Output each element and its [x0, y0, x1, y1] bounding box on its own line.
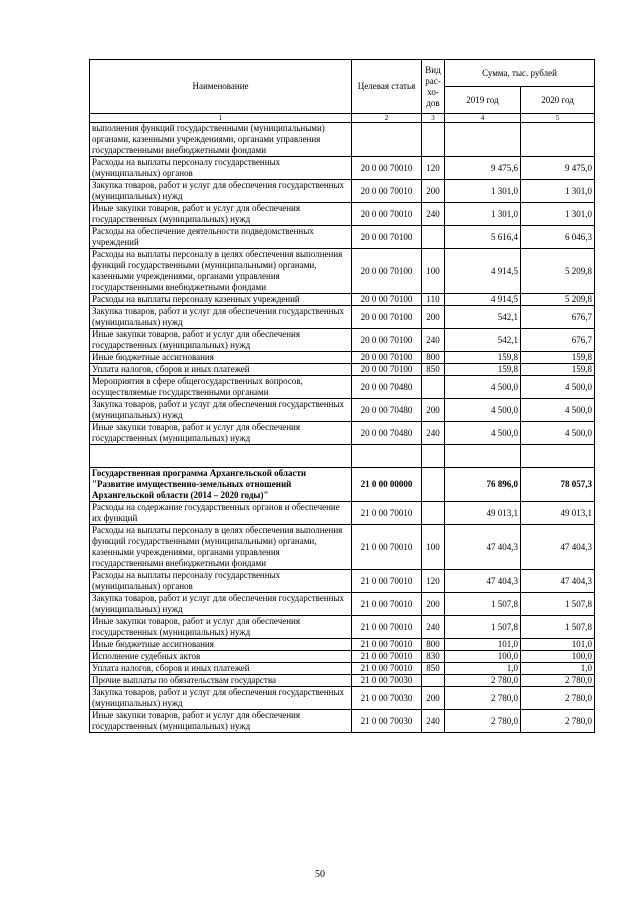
row-value-2020: 676,7: [521, 306, 595, 329]
row-value-2019: 4 500,0: [445, 399, 521, 422]
table-row: [90, 399, 595, 422]
row-name: Уплата налогов, сборов и иных платежей: [90, 663, 352, 675]
row-target-article: [352, 123, 422, 157]
column-number: 3: [422, 114, 445, 123]
empty-cell: [422, 445, 445, 468]
row-target-article: 20 0 00 70100: [352, 329, 422, 352]
row-value-2020: 1 507,8: [521, 616, 595, 639]
page-number: 50: [315, 869, 325, 880]
row-target-article: 21 0 00 70010: [352, 651, 422, 663]
header-year-2019: 2019 год: [445, 87, 521, 114]
empty-cell: [90, 445, 352, 468]
row-name: Закупка товаров, работ и услуг для обеспечения государственных (муниципальных) нужд: [90, 306, 352, 329]
row-name: Расходы на содержание государственных органов и обеспечение их функций: [90, 502, 352, 525]
row-value-2019: 47 404,3: [445, 570, 521, 593]
row-target-article: 20 0 00 70480: [352, 399, 422, 422]
row-target-article: 20 0 00 70100: [352, 294, 422, 306]
row-expense-type: 120: [422, 570, 445, 593]
row-name: Исполнение судебных актов: [90, 651, 352, 663]
row-value-2020: 47 404,3: [521, 570, 595, 593]
row-target-article: 21 0 00 70030: [352, 687, 422, 710]
row-name: Прочие выплаты по обязательствам государства: [90, 675, 352, 687]
column-number: 2: [352, 114, 422, 123]
column-number: 1: [90, 114, 352, 123]
table-row: [90, 502, 595, 525]
table-row: [90, 364, 595, 376]
header-year-2020: 2020 год: [521, 87, 595, 114]
row-value-2019: 159,8: [445, 364, 521, 376]
row-name: Расходы на выплаты персоналу в целях обеспечения выполнения функций государственными (муниципальными) органами, казенными учреждениями, органами управления государственными внебюджетными фондами: [90, 525, 352, 570]
row-expense-type: 100: [422, 249, 445, 294]
row-value-2020: 159,8: [521, 352, 595, 364]
row-value-2019: 1,0: [445, 663, 521, 675]
table-row: [90, 616, 595, 639]
row-name: Иные закупки товаров, работ и услуг для обеспечения государственных (муниципальных) нужд: [90, 422, 352, 445]
row-name: Закупка товаров, работ и услуг для обеспечения государственных (муниципальных) нужд: [90, 593, 352, 616]
row-name: Закупка товаров, работ и услуг для обеспечения государственных (муниципальных) нужд: [90, 399, 352, 422]
row-target-article: 21 0 00 70030: [352, 675, 422, 687]
row-name: Расходы на выплаты персоналу в целях обеспечения выполнения функций государственными (муниципальными) органами, казенными учреждениями, органами управления государственными внебюджетными фондами: [90, 249, 352, 294]
row-expense-type: 200: [422, 180, 445, 203]
row-target-article: 21 0 00 70010: [352, 525, 422, 570]
table-row: [90, 157, 595, 180]
row-expense-type: 240: [422, 422, 445, 445]
row-value-2019: 1 507,8: [445, 593, 521, 616]
row-expense-type: 240: [422, 203, 445, 226]
row-target-article: 21 0 00 70010: [352, 593, 422, 616]
row-expense-type: 200: [422, 687, 445, 710]
budget-table: [89, 59, 595, 733]
column-number-row: [90, 114, 595, 123]
row-target-article: 20 0 00 70010: [352, 157, 422, 180]
header-target-article: Целевая статья: [352, 60, 422, 114]
row-target-article: 20 0 00 70100: [352, 364, 422, 376]
table-row: [90, 203, 595, 226]
row-value-2020: 1 301,0: [521, 203, 595, 226]
row-target-article: 21 0 00 00000: [352, 468, 422, 502]
row-expense-type: 830: [422, 651, 445, 663]
row-target-article: 20 0 00 70480: [352, 376, 422, 399]
row-target-article: 20 0 00 70010: [352, 180, 422, 203]
row-value-2019: 4 500,0: [445, 422, 521, 445]
row-value-2019: 542,1: [445, 329, 521, 352]
row-value-2020: 49 013,1: [521, 502, 595, 525]
row-expense-type: [422, 502, 445, 525]
row-value-2019: 2 780,0: [445, 710, 521, 733]
table-row: [90, 422, 595, 445]
row-value-2019: 100,0: [445, 651, 521, 663]
row-value-2020: 47 404,3: [521, 525, 595, 570]
row-expense-type: [422, 376, 445, 399]
row-expense-type: 110: [422, 294, 445, 306]
table-row: [90, 249, 595, 294]
row-value-2020: 101,0: [521, 639, 595, 651]
row-name: Иные закупки товаров, работ и услуг для обеспечения государственных (муниципальных) нужд: [90, 710, 352, 733]
row-expense-type: [422, 675, 445, 687]
row-expense-type: 240: [422, 616, 445, 639]
table-row: [90, 639, 595, 651]
table-row: [90, 687, 595, 710]
row-value-2020: 5 209,8: [521, 294, 595, 306]
row-value-2019: 101,0: [445, 639, 521, 651]
row-value-2020: 1 507,8: [521, 593, 595, 616]
row-name: Расходы на выплаты персоналу казенных учреждений: [90, 294, 352, 306]
header-expense-type-line: рас-: [425, 75, 441, 86]
row-value-2020: 2 780,0: [521, 710, 595, 733]
row-target-article: 20 0 00 70100: [352, 249, 422, 294]
row-value-2019: 4 500,0: [445, 376, 521, 399]
row-value-2020: 159,8: [521, 364, 595, 376]
row-expense-type: 120: [422, 157, 445, 180]
row-value-2019: 76 896,0: [445, 468, 521, 502]
row-name: Мероприятия в сфере общегосударственных вопросов, осуществляемые государственными органами: [90, 376, 352, 399]
row-name: выполнения функций государственными (муниципальными) органами, казенными учреждениями, органами управления государственными внебюджетными фондами: [90, 123, 352, 157]
table-row: [90, 710, 595, 733]
row-expense-type: 800: [422, 639, 445, 651]
row-name: Расходы на выплаты персоналу государственных (муниципальных) органов: [90, 570, 352, 593]
row-name: Расходы на выплаты персоналу государственных (муниципальных) органов: [90, 157, 352, 180]
table-row: [90, 651, 595, 663]
row-name: Иные закупки товаров, работ и услуг для обеспечения государственных (муниципальных) нужд: [90, 203, 352, 226]
row-value-2020: 676,7: [521, 329, 595, 352]
table-row: [90, 593, 595, 616]
column-number: 5: [521, 114, 595, 123]
header-expense-type-line: хо-: [427, 86, 439, 97]
row-value-2019: 542,1: [445, 306, 521, 329]
table-body: [90, 123, 595, 733]
header-expense-type: [422, 60, 445, 114]
row-target-article: 20 0 00 70480: [352, 422, 422, 445]
row-name: Расходы на обеспечение деятельности подведомственных учреждений: [90, 226, 352, 249]
row-expense-type: 200: [422, 306, 445, 329]
row-target-article: 21 0 00 70010: [352, 502, 422, 525]
row-name: Иные бюджетные ассигнования: [90, 639, 352, 651]
row-value-2020: 4 500,0: [521, 422, 595, 445]
row-value-2019: 49 013,1: [445, 502, 521, 525]
row-value-2020: 2 780,0: [521, 687, 595, 710]
table-row: [90, 123, 595, 157]
row-value-2019: 5 616,4: [445, 226, 521, 249]
row-name: Иные бюджетные ассигнования: [90, 352, 352, 364]
table-row: [90, 329, 595, 352]
row-expense-type: 850: [422, 364, 445, 376]
row-value-2020: [521, 123, 595, 157]
header-expense-type-line: Вид: [425, 64, 441, 75]
row-target-article: 21 0 00 70010: [352, 616, 422, 639]
row-value-2020: 5 209,8: [521, 249, 595, 294]
table-row: [90, 675, 595, 687]
row-value-2020: 2 780,0: [521, 675, 595, 687]
row-name: Иные закупки товаров, работ и услуг для обеспечения государственных (муниципальных) нужд: [90, 616, 352, 639]
header-expense-type-line: дов: [426, 97, 440, 108]
row-target-article: 21 0 00 70010: [352, 639, 422, 651]
row-name: Закупка товаров, работ и услуг для обеспечения государственных (муниципальных) нужд: [90, 687, 352, 710]
row-target-article: 20 0 00 70010: [352, 203, 422, 226]
row-value-2020: 1 301,0: [521, 180, 595, 203]
table-row: [90, 525, 595, 570]
row-value-2020: 1,0: [521, 663, 595, 675]
table-row: [90, 226, 595, 249]
row-value-2019: 4 914,5: [445, 249, 521, 294]
row-value-2019: 1 507,8: [445, 616, 521, 639]
table-row: [90, 468, 595, 502]
row-expense-type: 200: [422, 593, 445, 616]
row-target-article: 21 0 00 70010: [352, 663, 422, 675]
row-value-2020: 78 057,3: [521, 468, 595, 502]
header-name: Наименование: [90, 60, 352, 114]
row-value-2020: 4 500,0: [521, 399, 595, 422]
row-value-2020: 6 046,3: [521, 226, 595, 249]
row-name: Иные закупки товаров, работ и услуг для обеспечения государственных (муниципальных) нужд: [90, 329, 352, 352]
table-row: [90, 376, 595, 399]
row-target-article: 21 0 00 70010: [352, 570, 422, 593]
row-value-2019: 159,8: [445, 352, 521, 364]
row-target-article: 20 0 00 70100: [352, 306, 422, 329]
row-expense-type: [422, 123, 445, 157]
row-target-article: 21 0 00 70030: [352, 710, 422, 733]
table-row: [90, 306, 595, 329]
budget-table-container: [89, 59, 594, 733]
row-value-2019: [445, 123, 521, 157]
row-value-2019: 1 301,0: [445, 180, 521, 203]
row-value-2019: 1 301,0: [445, 203, 521, 226]
row-expense-type: 850: [422, 663, 445, 675]
table-row: [90, 294, 595, 306]
row-value-2019: 47 404,3: [445, 525, 521, 570]
table-row: [90, 180, 595, 203]
empty-cell: [352, 445, 422, 468]
row-target-article: 20 0 00 70100: [352, 226, 422, 249]
table-row: [90, 352, 595, 364]
empty-cell: [445, 445, 521, 468]
row-name: Уплата налогов, сборов и иных платежей: [90, 364, 352, 376]
column-number: 4: [445, 114, 521, 123]
row-expense-type: 240: [422, 710, 445, 733]
table-row: [90, 570, 595, 593]
row-name: Государственная программа Архангельской области "Развитие имущественно-земельных отношений Архангельской области (2014 – 2020 годы)": [90, 468, 352, 502]
blank-row: [90, 445, 595, 468]
row-value-2019: 2 780,0: [445, 687, 521, 710]
row-expense-type: 100: [422, 525, 445, 570]
row-value-2020: 9 475,0: [521, 157, 595, 180]
row-expense-type: 800: [422, 352, 445, 364]
table-row: [90, 663, 595, 675]
row-expense-type: [422, 468, 445, 502]
empty-cell: [521, 445, 595, 468]
header-sum: Сумма, тыс. рублей: [445, 60, 595, 87]
row-target-article: 20 0 00 70100: [352, 352, 422, 364]
row-value-2019: 4 914,5: [445, 294, 521, 306]
row-expense-type: 240: [422, 329, 445, 352]
row-value-2019: 2 780,0: [445, 675, 521, 687]
row-value-2019: 9 475,6: [445, 157, 521, 180]
row-value-2020: 4 500,0: [521, 376, 595, 399]
row-expense-type: [422, 226, 445, 249]
row-expense-type: 200: [422, 399, 445, 422]
row-value-2020: 100,0: [521, 651, 595, 663]
row-name: Закупка товаров, работ и услуг для обеспечения государственных (муниципальных) нужд: [90, 180, 352, 203]
